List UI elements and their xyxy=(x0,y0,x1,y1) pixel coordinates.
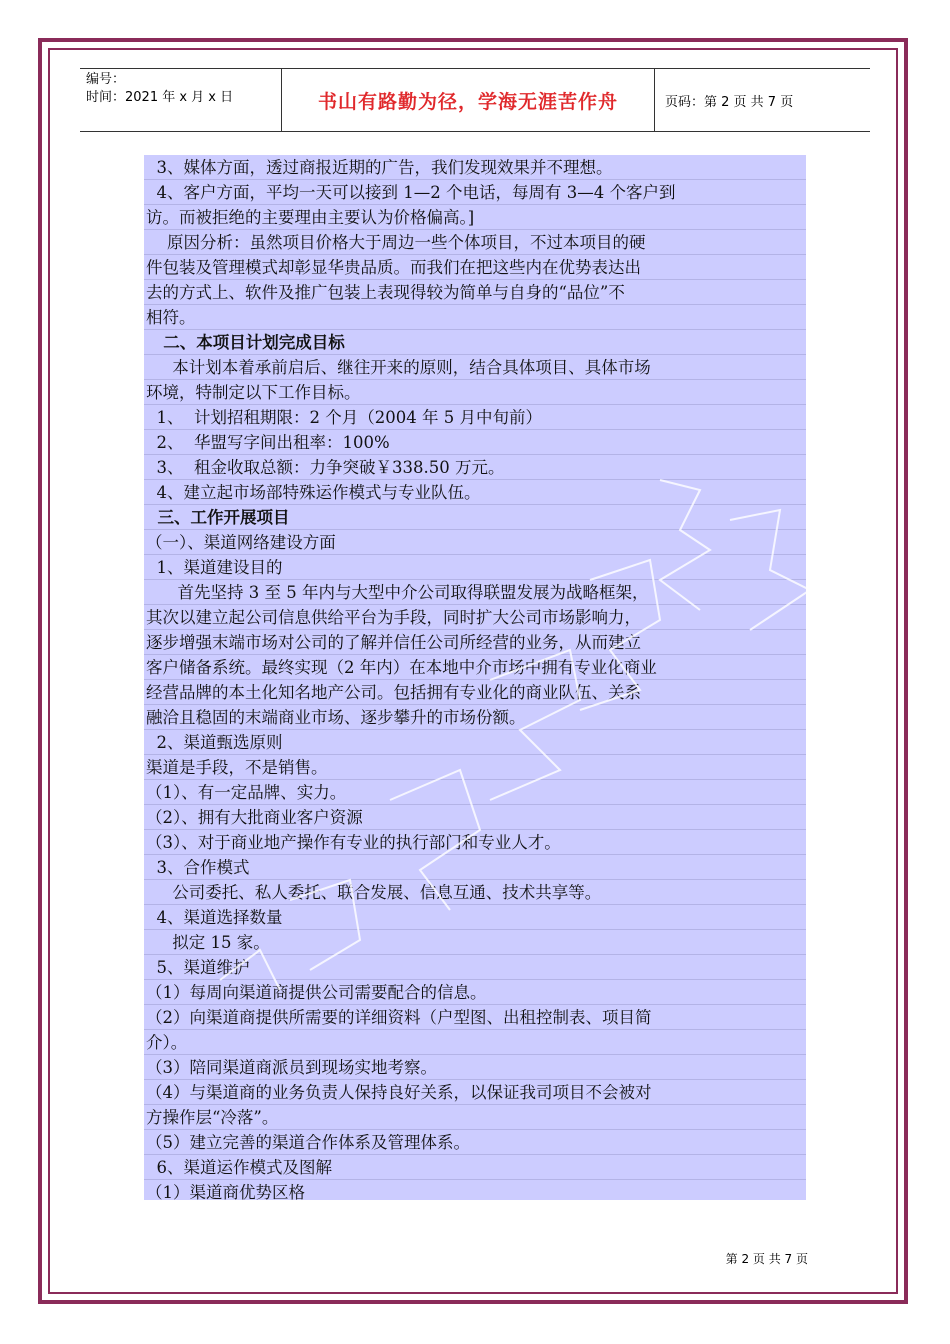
body-line: （2）向渠道商提供所需要的详细资料（户型图、出租控制表、项目简 xyxy=(146,1008,652,1027)
section-heading: 二、本项目计划完成目标 xyxy=(146,333,345,352)
body-line: 4、渠道选择数量 xyxy=(146,908,283,927)
body-line: 6、渠道运作模式及图解 xyxy=(146,1158,332,1177)
body-line: 融洽且稳固的末端商业市场、逐步攀升的市场份额。 xyxy=(146,708,526,727)
body-line: （3）陪同渠道商派员到现场实地考察。 xyxy=(146,1058,437,1077)
body-line: （1）每周向渠道商提供公司需要配合的信息。 xyxy=(146,983,487,1002)
header-motto: 书山有路勤为径，学海无涯苦作舟 xyxy=(282,69,655,131)
body-line: （1）、有一定品牌、实力。 xyxy=(146,783,347,802)
body-line: 相符。 xyxy=(146,308,196,327)
body-line: 公司委托、私人委托、联合发展、信息互通、技术共享等。 xyxy=(146,883,602,902)
body-line: 1、渠道建设目的 xyxy=(146,558,283,577)
body-line: 环境，特制定以下工作目标。 xyxy=(146,383,361,402)
body-line: 3、 租金收取总额：力争突破￥338.50 万元。 xyxy=(146,458,505,477)
body-line: 逐步增强末端市场对公司的了解并信任公司所经营的业务，从而建立 xyxy=(146,633,641,652)
time-label: 时间：2021 年 x 月 x 日 xyxy=(86,90,234,105)
body-line: （3）、对于商业地产操作有专业的执行部门和专业人才。 xyxy=(146,833,561,852)
body-line: 4、客户方面，平均一天可以接到 1—2 个电话，每周有 3—4 个客户到 xyxy=(146,183,676,202)
header-meta xyxy=(80,69,282,131)
body-line: 2、 华盟写字间出租率：100% xyxy=(146,433,390,452)
body-line: 去的方式上、软件及推广包装上表现得较为简单与自身的“品位”不 xyxy=(146,283,625,302)
body-line: 2、渠道甄选原则 xyxy=(146,733,283,752)
body-line: 拟定 15 家。 xyxy=(146,933,270,952)
body-line: 5、渠道维护 xyxy=(146,958,250,977)
body-line: 客户储备系统。最终实现（2 年内）在本地中介市场中拥有专业化商业 xyxy=(146,658,657,677)
body-line: 4、建立起市场部特殊运作模式与专业队伍。 xyxy=(146,483,481,502)
body-line: 件包装及管理模式却彰显华贵品质。而我们在把这些内在优势表达出 xyxy=(146,258,641,277)
body-line: （5）建立完善的渠道合作体系及管理体系。 xyxy=(146,1133,470,1152)
body-line: 首先坚持 3 至 5 年内与大型中介公司取得联盟发展为战略框架， xyxy=(146,583,649,602)
body-line: 介）。 xyxy=(146,1033,188,1052)
body-line: 经营品牌的本土化知名地产公司。包括拥有专业化的商业队伍、关系 xyxy=(146,683,641,702)
body-line: （4）与渠道商的业务负责人保持良好关系，以保证我司项目不会被对 xyxy=(146,1083,652,1102)
body-line: 原因分析：虽然项目价格大于周边一些个体项目，不过本项目的硬 xyxy=(146,233,646,252)
header-page-label: 页码：第 2 页 共 7 页 xyxy=(665,94,794,110)
footer-page-label: 第 2 页 共 7 页 xyxy=(725,1252,808,1266)
body-line: 1、 计划招租期限：2 个月（2004 年 5 月中旬前） xyxy=(146,408,542,427)
body-line: 3、合作模式 xyxy=(146,858,250,877)
body-line: 本计划本着承前启后、继往开来的原则，结合具体项目、具体市场 xyxy=(146,358,651,377)
body-line: 方操作层“冷落”。 xyxy=(146,1108,279,1127)
body-line: 访。而被拒绝的主要理由主要认为价格偏高。] xyxy=(146,208,475,227)
body-line: （一）、渠道网络建设方面 xyxy=(146,533,336,552)
number-label: 编号： xyxy=(86,72,126,87)
body-line: （2）、拥有大批商业客户资源 xyxy=(146,808,363,827)
body-line: 其次以建立起公司信息供给平台为手段，同时扩大公司市场影响力， xyxy=(146,608,641,627)
body-line: 3、媒体方面，透过商报近期的广告，我们发现效果并不理想。 xyxy=(146,158,613,177)
body-line: （1）渠道商优势区格 xyxy=(146,1183,305,1202)
section-heading: 三、工作开展项目 xyxy=(146,508,290,527)
document-header xyxy=(80,68,870,132)
body-line: 渠道是手段，不是销售。 xyxy=(146,758,328,777)
document-body xyxy=(144,155,806,1200)
